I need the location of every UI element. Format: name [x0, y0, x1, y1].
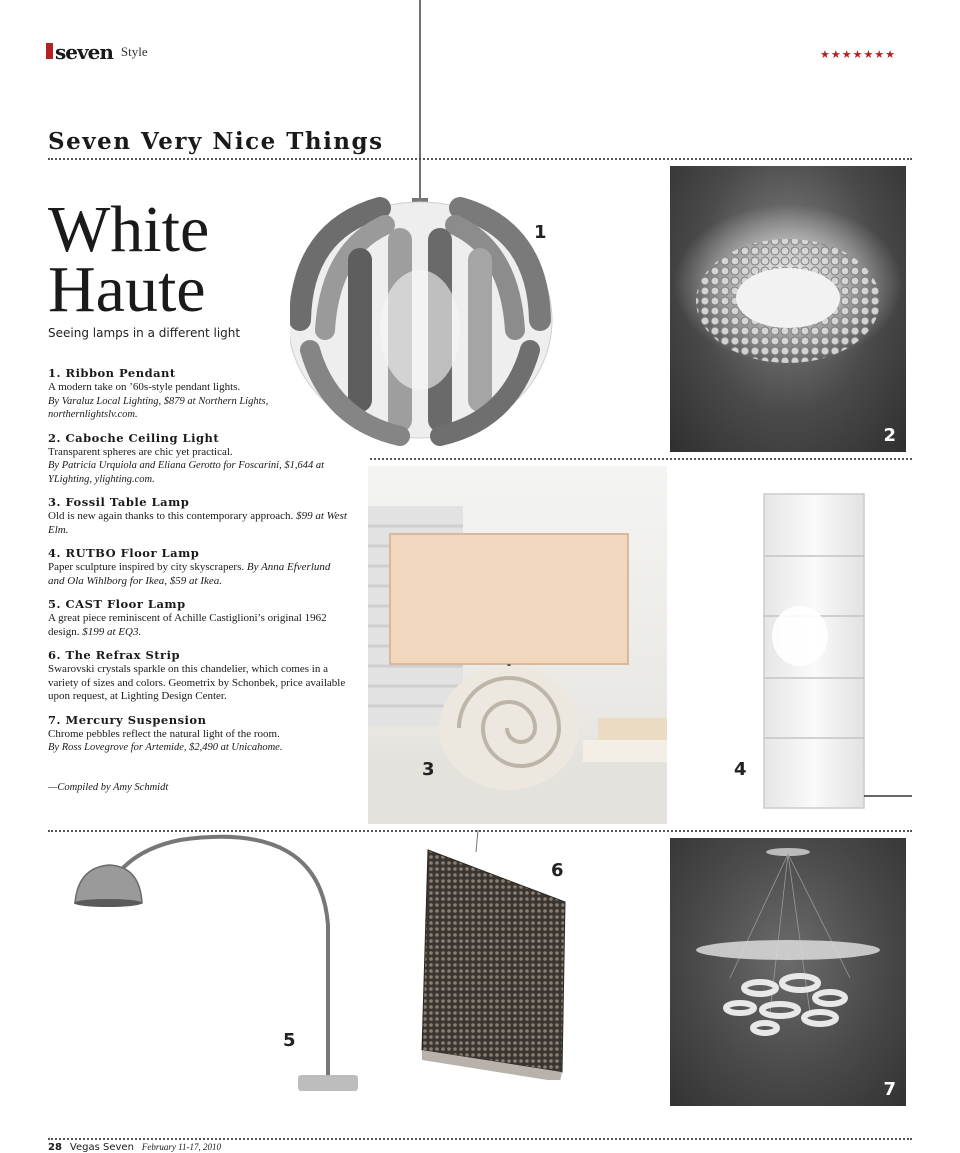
magazine-name: Vegas Seven — [69, 1142, 134, 1153]
item-heading: 1. Ribbon Pendant — [48, 366, 176, 380]
photo-number-6: 6 — [551, 860, 564, 881]
item-credit: $99 at West Elm. — [48, 510, 347, 536]
page-number: 28 — [48, 1142, 62, 1153]
issue-date: February 11-17, 2010 — [141, 1142, 221, 1152]
photo-caboche-ceiling-light — [670, 166, 906, 452]
list-item — [48, 431, 348, 487]
item-description-text: Old is new again thanks to this contemporary approach. — [48, 510, 294, 522]
brand-mark — [46, 43, 53, 59]
fossil-lamp-illustration — [368, 466, 667, 824]
photo-number-4: 4 — [734, 759, 747, 780]
item-description: Swarovski crystals sparkle on this chandelier, which comes in a variety of sizes and colors. Geometrix by Schonbek, price available upon request, at Lighting Design Center. — [48, 663, 346, 702]
list-item — [48, 713, 348, 755]
section-title: Seven Very Nice Things — [48, 128, 384, 155]
list-item — [48, 366, 348, 422]
item-description — [48, 612, 348, 639]
mercury-lamp-illustration — [670, 838, 906, 1106]
item-credit: $199 at EQ3. — [82, 625, 142, 638]
item-list — [48, 366, 348, 764]
item-heading: 4. RUTBO Floor Lamp — [48, 546, 200, 560]
feature-subtitle: Seeing lamps in a different light — [48, 326, 241, 340]
item-credit: By Patricia Urquiola and Eliana Gerotto for Foscarini, $1,644 at YLighting, ylighting.com. — [48, 460, 324, 485]
feature-title-line1: White — [48, 193, 210, 266]
list-item — [48, 597, 348, 639]
feature-title — [48, 193, 210, 326]
compiled-by: —Compiled by Amy Schmidt — [48, 782, 169, 793]
item-description: Transparent spheres are chic yet practical. — [48, 445, 233, 458]
item-heading: 2. Caboche Ceiling Light — [48, 430, 220, 445]
photo-rutbo-floor-lamp — [690, 466, 912, 824]
photo-number-1: 1 — [534, 222, 547, 243]
rutbo-lamp-illustration — [690, 466, 912, 824]
masthead — [46, 42, 148, 62]
photo-number-7: 7 — [883, 1079, 896, 1100]
rating-stars: ★★★★★★★ — [820, 49, 897, 61]
cast-floor-lamp-illustration — [60, 815, 380, 1105]
item-heading: 6. The Refrax Strip — [48, 648, 181, 662]
item-credit: By Anna Efverlund and Ola Wihlborg for Ikea, $59 at Ikea. — [48, 561, 331, 587]
item-credit: By Ross Lovegrove for Artemide, $2,490 at Unicahome. — [48, 742, 283, 753]
brand-name: seven — [55, 40, 113, 64]
section-label: Style — [120, 44, 148, 59]
list-item — [48, 648, 348, 704]
photo-number-2: 2 — [883, 425, 896, 446]
list-item — [48, 546, 348, 588]
item-description-text: Paper sculpture inspired by city skyscrapers. — [48, 561, 245, 573]
caboche-light-illustration — [670, 166, 906, 452]
page-footer — [48, 1142, 221, 1153]
photo-number-3: 3 — [422, 759, 435, 780]
photo-mercury-suspension — [670, 838, 906, 1106]
photo-number-5: 5 — [283, 1030, 296, 1051]
item-description — [48, 561, 348, 588]
item-description — [48, 510, 348, 537]
item-credit: By Varaluz Local Lighting, $879 at Northern Lights, northernlightslv.com. — [48, 395, 269, 420]
item-description-text: A great piece reminiscent of Achille Castiglioni’s original 1962 design. — [48, 612, 327, 638]
item-description: Chrome pebbles reflect the natural light of the room. — [48, 727, 280, 740]
feature-title-line2: Haute — [48, 253, 206, 326]
item-heading: 7. Mercury Suspension — [48, 712, 207, 727]
divider-bottom — [48, 1138, 912, 1140]
item-heading: 5. CAST Floor Lamp — [48, 597, 186, 611]
list-item — [48, 495, 348, 537]
item-heading: 3. Fossil Table Lamp — [48, 495, 190, 509]
photo-fossil-table-lamp — [368, 466, 667, 824]
item-description: A modern take on ’60s-style pendant lights. — [48, 381, 241, 393]
